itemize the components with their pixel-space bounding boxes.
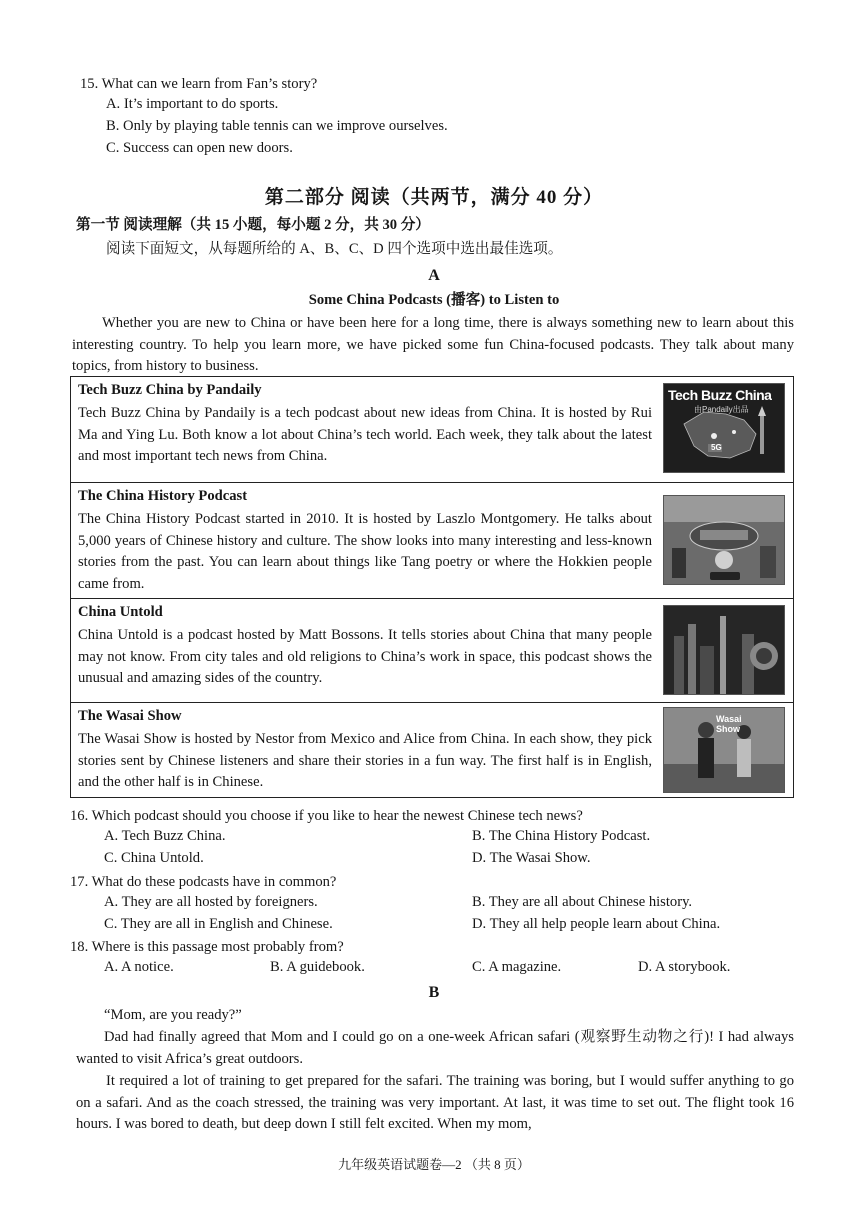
q17-option-a: A. They are all hosted by foreigners. — [104, 894, 318, 910]
q16-option-a: A. Tech Buzz China. — [104, 828, 226, 844]
q16-stem: 16. Which podcast should you choose if you like to hear the newest Chinese tech news? — [70, 808, 583, 824]
tech-buzz-image — [663, 383, 785, 473]
q17-stem: 17. What do these podcasts have in common? — [70, 874, 337, 890]
q15-option-c: C. Success can open new doors. — [106, 140, 293, 156]
podcast-name: The Wasai Show — [78, 708, 182, 724]
q18-option-d: D. A storybook. — [638, 959, 731, 975]
podcast-row — [71, 703, 793, 797]
passage-b-paragraph: “Mom, are you ready?” — [104, 1007, 242, 1023]
history-collage-image — [664, 496, 784, 584]
q18-option-b: B. A guidebook. — [270, 959, 365, 975]
podcast-description: The Wasai Show is hosted by Nestor from Mexico and Alice from China. In each show, they pick stories sent by Chinese listeners and share their stories in a fun way. The first half is in English, and the other half is in Chinese. — [78, 731, 652, 790]
page-footer: 九年级英语试题卷—2 （共 8 页） — [338, 1157, 530, 1172]
wasai-show-image — [663, 707, 785, 793]
podcast-name: Tech Buzz China by Pandaily — [78, 382, 262, 398]
q16-option-b: B. The China History Podcast. — [472, 828, 651, 844]
podcast-row — [71, 599, 793, 703]
passage-a-letter: A — [428, 267, 440, 284]
podcast-row — [71, 377, 793, 483]
wasai-logo-text: Wasai Show — [716, 714, 742, 734]
q15-option-a: A. It’s important to do sports. — [106, 96, 279, 112]
q17-option-d: D. They all help people learn about China. — [472, 916, 721, 932]
q17-option-b: B. They are all about Chinese history. — [472, 894, 693, 910]
passage-b-letter: B — [428, 984, 440, 1001]
q18-option-c: C. A magazine. — [472, 959, 562, 975]
5g-badge: 5G — [711, 443, 722, 452]
part2-heading: 第二部分 阅读（共两节，满分 40 分） — [264, 187, 604, 208]
podcast-name: China Untold — [78, 604, 163, 620]
podcast-row — [71, 483, 793, 599]
q16-option-d: D. The Wasai Show. — [472, 850, 591, 866]
night-city-image — [664, 606, 784, 694]
passage-b-paragraph: Dad had finally agreed that Mom and I could go on a one-week African safari (观察野生动物之行)! I had always wanted to visit Africa’s great outdoors. — [76, 1029, 794, 1067]
china-untold-image — [663, 605, 785, 695]
tech-buzz-sub-text: 由Pandaily出品 — [694, 405, 749, 414]
podcast-description: Tech Buzz China by Pandaily is a tech podcast about new ideas from China. It is hosted by Rui Ma and Ying Lu. Both know a lot about China’s tech world. Each week, they talk about the latest and most important tech news from China. — [78, 405, 652, 464]
q15-option-b: B. Only by playing table tennis can we improve ourselves. — [106, 118, 448, 134]
china-history-image — [663, 495, 785, 585]
podcast-description: China Untold is a podcast hosted by Matt Bossons. It tells stories about China that many people may not know. From city tales and old religions to China’s work in space, this podcast shows the unusual and amazing sides of the country. — [78, 627, 652, 686]
podcast-table — [70, 376, 794, 798]
q17-option-c: C. They are all in English and Chinese. — [104, 916, 333, 932]
passage-a-title: Some China Podcasts (播客) to Listen to — [308, 292, 560, 308]
podcast-name: The China History Podcast — [78, 488, 248, 504]
q16-option-c: C. China Untold. — [104, 850, 204, 866]
tech-buzz-logo-text: Tech Buzz China — [668, 387, 772, 403]
passage-a-intro: Whether you are new to China or have been here for a long time, there is always something new to learn about this interesting country. To help you learn more, we have picked some fun China-focused podcasts. They talk about many topics, from history to business. — [72, 315, 794, 374]
q18-option-a: A. A notice. — [104, 959, 174, 975]
passage-b-paragraph: It required a lot of training to get prepared for the safari. The training was boring, but I would suffer anything to go on a safari. And as the coach stressed, the training was very important. At last, it was time to set out. The flight took 16 hours. I was bored to death, but deep down I still felt excited. When my mom, — [76, 1073, 794, 1132]
podcast-description: The China History Podcast started in 2010. It is hosted by Laszlo Montgomery. He talks about 5,000 years of Chinese history and culture. The show looks into many interesting and less-known stories from the past. You can learn about things like Tang poetry or where the Hokkien people came from. — [78, 511, 652, 592]
q15-stem: 15. What can we learn from Fan’s story? — [80, 76, 318, 92]
q18-stem: 18. Where is this passage most probably from? — [70, 939, 344, 955]
section1-heading: 第一节 阅读理解（共 15 小题，每小题 2 分，共 30 分） — [76, 217, 430, 233]
section1-instruction: 阅读下面短文，从每题所给的 A、B、C、D 四个选项中选出最佳选项。 — [106, 241, 563, 257]
